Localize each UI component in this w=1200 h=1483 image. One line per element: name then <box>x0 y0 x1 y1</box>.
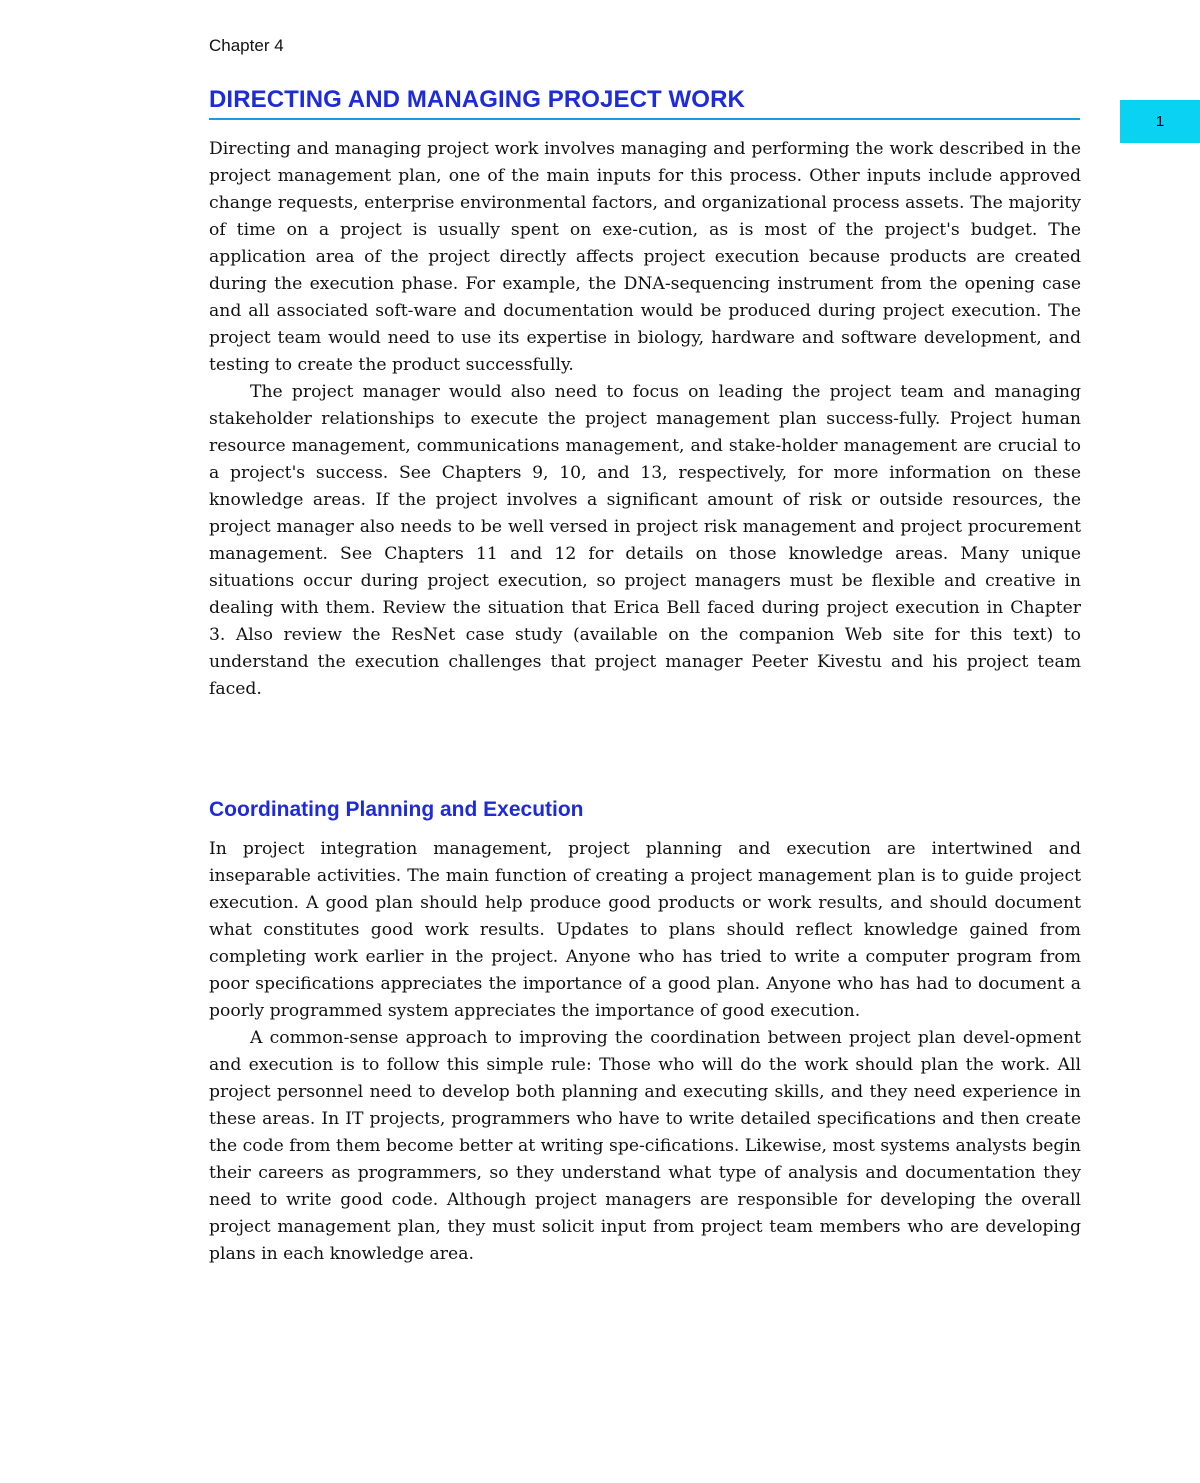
chapter-label: Chapter 4 <box>209 36 284 55</box>
page-number-tab <box>1120 100 1200 143</box>
subsection-body <box>209 836 1081 1268</box>
section-paragraph-2: The project manager would also need to focus on leading the project team and managing stakeholder relationships to execute the project management plan success-fully. Project human resource management, communications management, and stake-holder management are crucial to a project's success. See Chapters 9, 10, and 13, respectively, for more information on these knowledge areas. If the project involves a significant amount of risk or outside resources, the project manager also needs to be well versed in project risk management and project procurement management. See Chapters 11 and 12 for details on those knowledge areas. Many unique situations occur during project execution, so project managers must be flexible and creative in dealing with them. Review the situation that Erica Bell faced during project execution in Chapter 3. Also review the ResNet case study (available on the companion Web site for this text) to understand the execution challenges that project manager Peeter Kivestu and his project team faced. <box>209 382 1081 699</box>
subsection-heading: Coordinating Planning and Execution <box>209 798 584 821</box>
subsection-paragraph-2: A common-sense approach to improving the coordination between project plan devel-opment and execution is to follow this simple rule: Those who will do the work should plan the work. All project personnel need to develop both planning and executing skills, and they need experience in these areas. In IT projects, programmers who have to write detailed specifications and then create the code from them become better at writing spe-cifications. Likewise, most systems analysts begin their careers as programmers, so they understand what type of analysis and documentation they need to write good code. Although project managers are responsible for developing the overall project management plan, they must solicit input from project team members who are developing plans in each knowledge area. <box>209 1028 1081 1264</box>
page-number: 1 <box>1155 113 1165 130</box>
section-body <box>209 136 1081 703</box>
subsection-paragraph-1: In project integration management, project planning and execution are intertwined and inseparable activities. The main function of creating a project management plan is to guide project execution. A good plan should help produce good products or work results, and should document what constitutes good work results. Updates to plans should reflect knowledge gained from completing work earlier in the project. Anyone who has tried to write a computer program from poor specifications appreciates the importance of a good plan. Anyone who has had to document a poorly programmed system appreciates the importance of good execution. <box>209 839 1081 1021</box>
section-paragraph-1: Directing and managing project work involves managing and performing the work described in the project management plan, one of the main inputs for this process. Other inputs include approved change requests, enterprise environmental factors, and organizational process assets. The majority of time on a project is usually spent on exe-cution, as is most of the project's budget. The application area of the project directly affects project execution because products are created during the execution phase. For example, the DNA-sequencing instrument from the opening case and all associated soft-ware and documentation would be produced during project execution. The project team would need to use its expertise in biology, hardware and software development, and testing to create the product successfully. <box>209 139 1081 375</box>
section-heading: DIRECTING AND MANAGING PROJECT WORK <box>209 86 1080 120</box>
